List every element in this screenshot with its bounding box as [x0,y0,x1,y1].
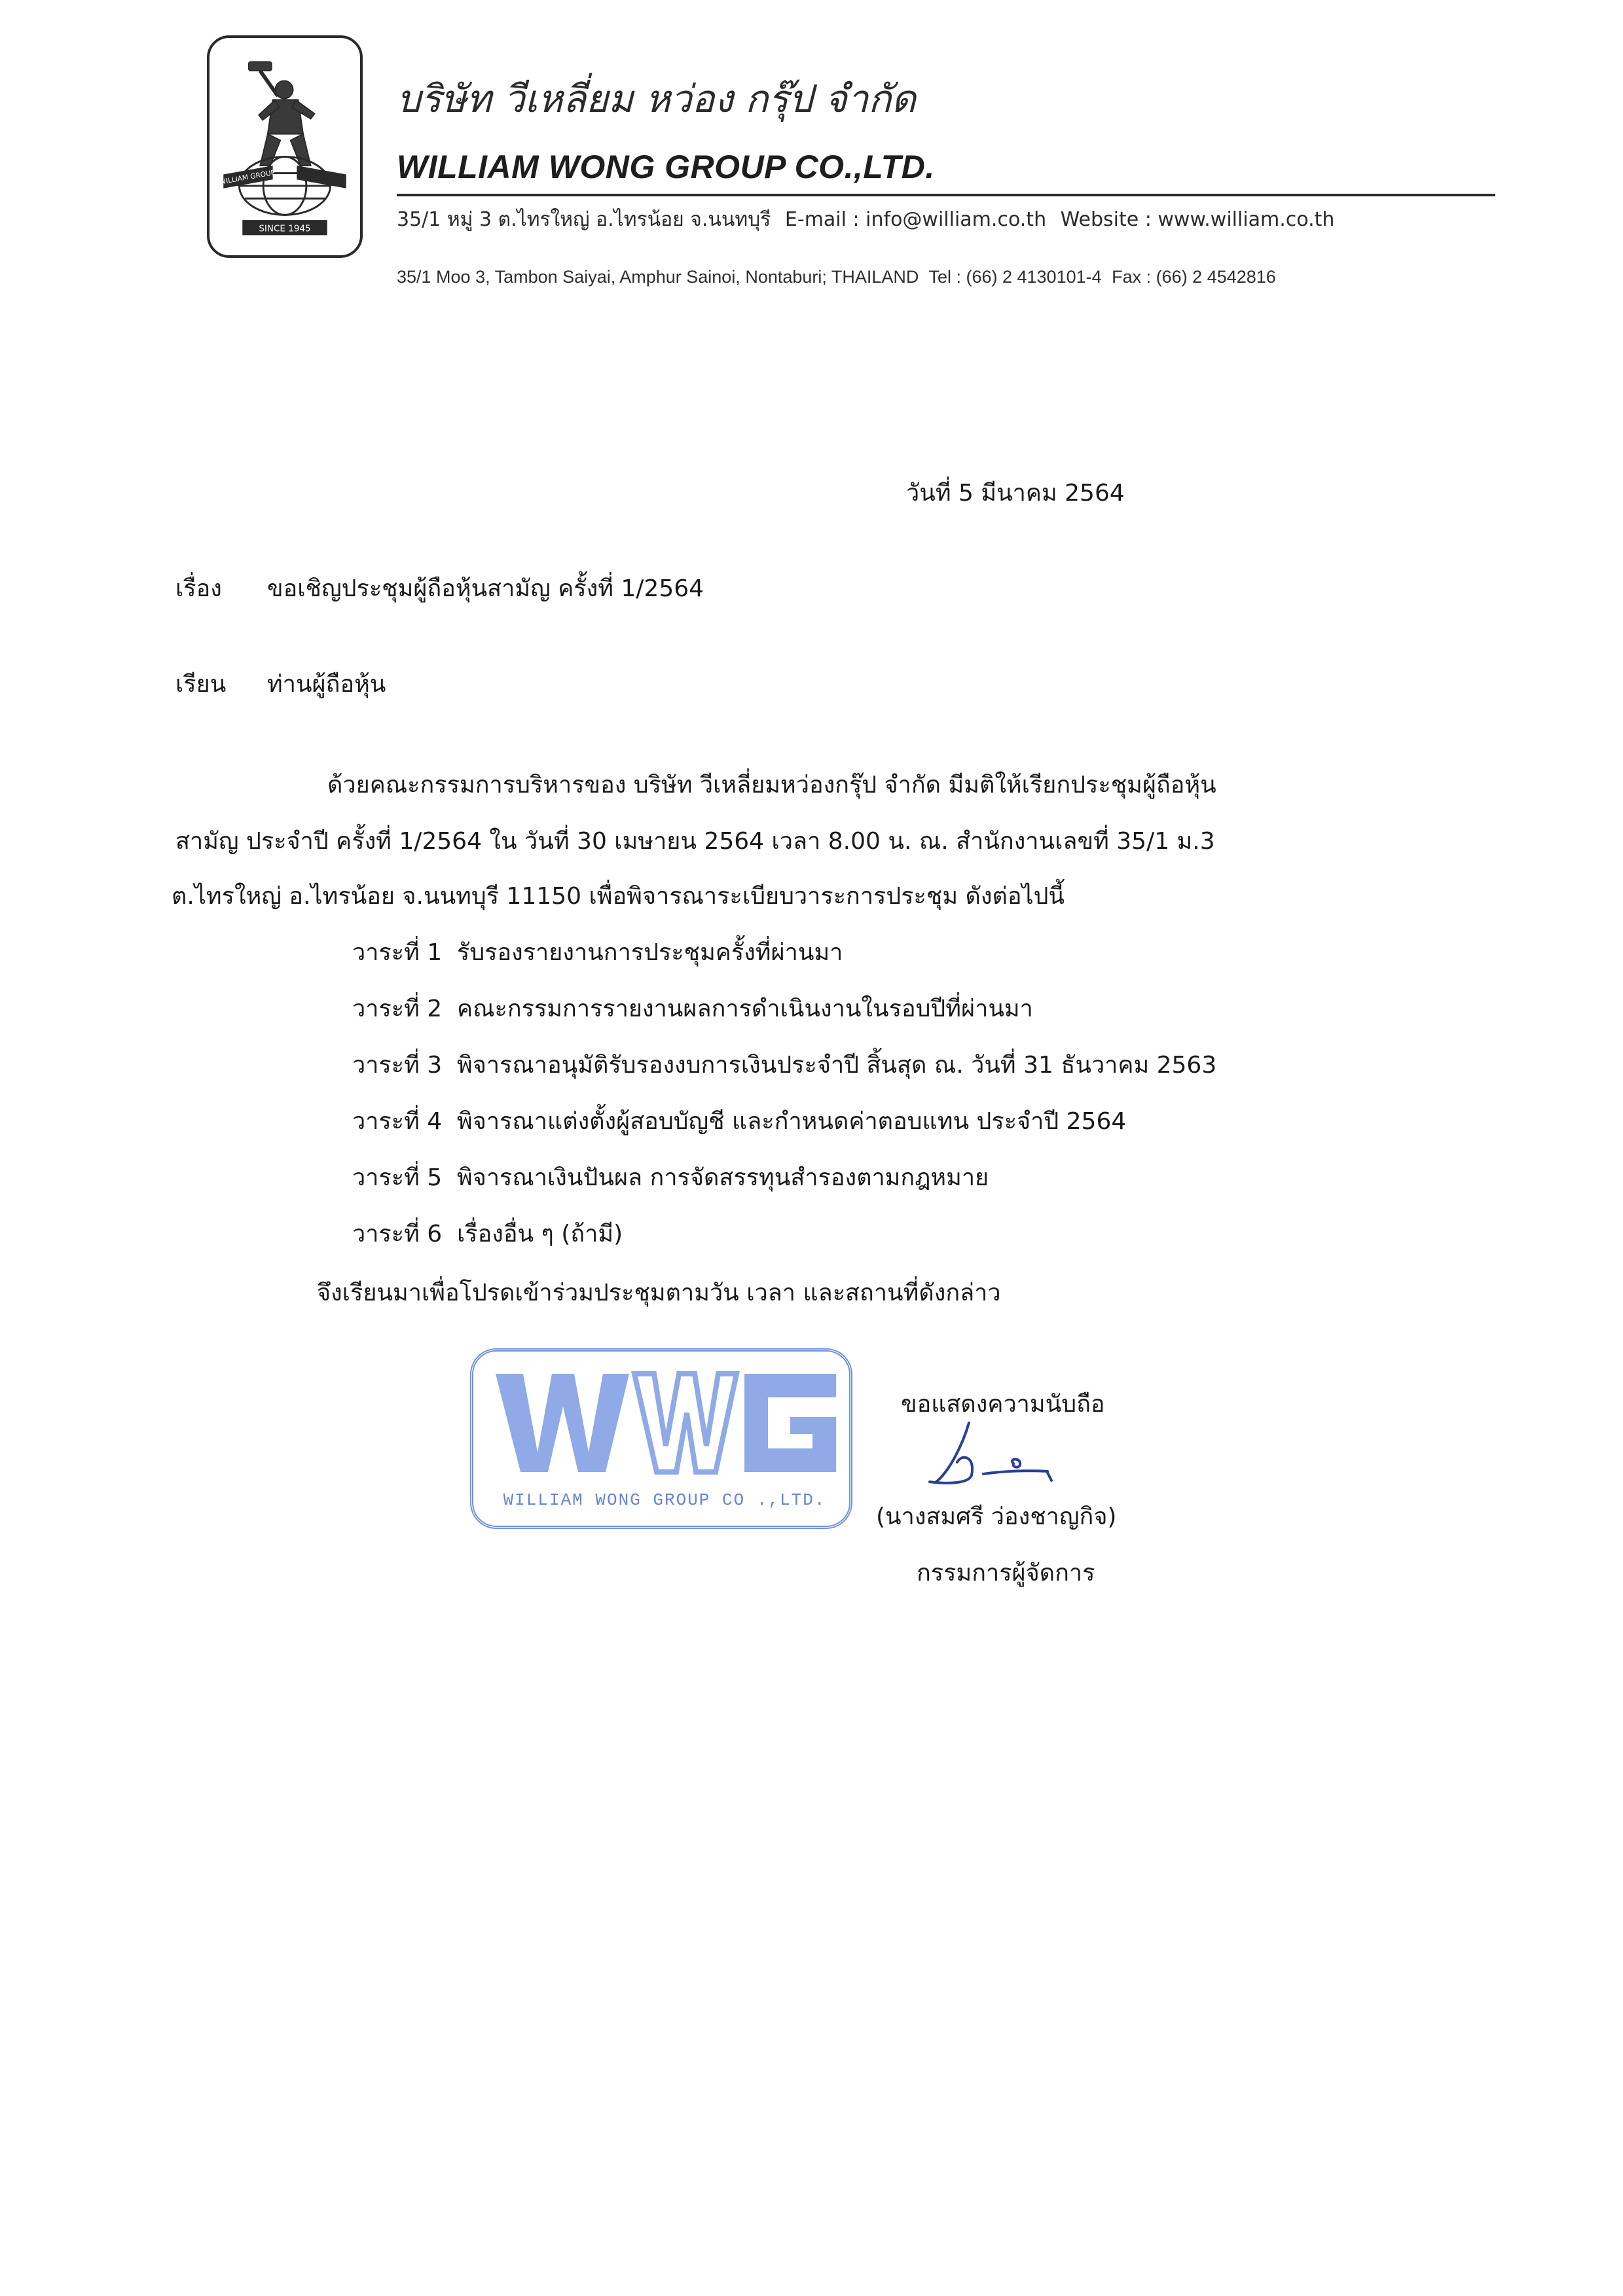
agenda-number: วาระที่ 4 [352,1108,443,1135]
agenda-text: พิจารณาอนุมัติรับรองงบการเงินประจำปี สิ้นสุด ณ. วันที่ 31 ธันวาคม 2563 [457,1052,1217,1079]
recipient-text: ท่านผู้ถือหุ้น [267,671,386,698]
subject-text: ขอเชิญประชุมผู้ถือหุ้นสามัญ ครั้งที่ 1/2564 [267,575,704,602]
agenda-item [352,990,1033,1027]
agenda-number: วาระที่ 3 [352,1052,443,1079]
agenda-item [352,1215,623,1252]
agenda-item [352,1102,1126,1139]
stamp-text: WILLIAM WONG GROUP CO .,LTD. [503,1490,826,1510]
address-english: 35/1 Moo 3, Tambon Saiyai, Amphur Sainoi, Nontaburi; THAILAND [397,267,919,287]
closing-sentence: จึงเรียนมาเพื่อโปรดเข้าร่วมประชุมตามวัน เวลา และสถานที่ดังกล่าว [317,1280,1001,1306]
company-logo [207,35,363,258]
telephone-text: Tel : (66) 2 4130101-4 [928,267,1102,287]
agenda-text: รับรองรายงานการประชุมครั้งที่ผ่านมา [457,939,843,966]
address-thai: 35/1 หมู่ 3 ต.ไทรใหญ่ อ.ไทรน้อย จ.นนทบุรี [397,208,771,231]
signatory-title: กรรมการผู้จัดการ [917,1560,1095,1587]
paragraph-line-3: ต.ไทรใหญ่ อ.ไทรน้อย จ.นนทบุรี 11150 เพื่อพิจารณาระเบียบวาระการประชุม ดังต่อไปนี้ [172,883,1065,910]
subject-label: เรื่อง [175,575,222,602]
address-english-line [397,267,1281,287]
handwritten-signature [923,1419,1074,1491]
agenda-text: คณะกรรมการรายงานผลการดำเนินงานในรอบปีที่ผ่านมา [457,996,1033,1022]
recipient-label: เรียน [175,671,227,698]
agenda-item [352,1158,989,1196]
company-stamp [470,1348,852,1529]
closing-salutation: ขอแสดงความนับถือ [901,1391,1105,1418]
agenda-number: วาระที่ 6 [352,1221,443,1247]
letterhead-divider [397,194,1495,196]
stamp-wwg-graphic [483,1361,847,1485]
paragraph-line-1: ด้วยคณะกรรมการบริหารของ บริษัท วีเหลี่ยมหว่องกรุ๊ป จำกัด มีมติให้เรียกประชุมผู้ถือหุ้น [327,772,1216,798]
agenda-number: วาระที่ 5 [352,1164,443,1191]
company-name-thai: บริษัท วีเหลี่ยม หว่อง กรุ๊ป จำกัด [397,77,916,121]
email-text: E-mail : info@william.co.th [784,208,1047,231]
logo-since-text: SINCE 1945 [259,223,311,234]
agenda-text: เรื่องอื่น ๆ (ถ้ามี) [457,1221,623,1247]
website-text: Website : www.william.co.th [1060,208,1335,231]
agenda-text: พิจารณาแต่งตั้งผู้สอบบัญชี และกำหนดค่าตอบแทน ประจำปี 2564 [457,1108,1127,1135]
paragraph-line-2: สามัญ ประจำปี ครั้งที่ 1/2564 ใน วันที่ 30 เมษายน 2564 เวลา 8.00 น. ณ. สำนักงานเลขที่ 35/1 ม.3 [175,828,1215,855]
company-name-english: WILLIAM WONG GROUP CO.,LTD. [397,149,935,185]
fax-text: Fax : (66) 2 4542816 [1112,267,1276,287]
signatory-name: (นางสมศรี ว่องชาญกิจ) [876,1503,1117,1530]
agenda-text: พิจารณาเงินปันผล การจัดสรรทุนสำรองตามกฎหมาย [457,1164,989,1191]
address-thai-line [397,204,1342,235]
letter-date: วันที่ 5 มีนาคม 2564 [906,480,1125,507]
agenda-item [352,933,843,971]
agenda-number: วาระที่ 2 [352,996,443,1022]
agenda-number: วาระที่ 1 [352,939,443,966]
logo-group-text: WILLIAM GROUP [218,168,276,187]
agenda-item [352,1046,1216,1083]
